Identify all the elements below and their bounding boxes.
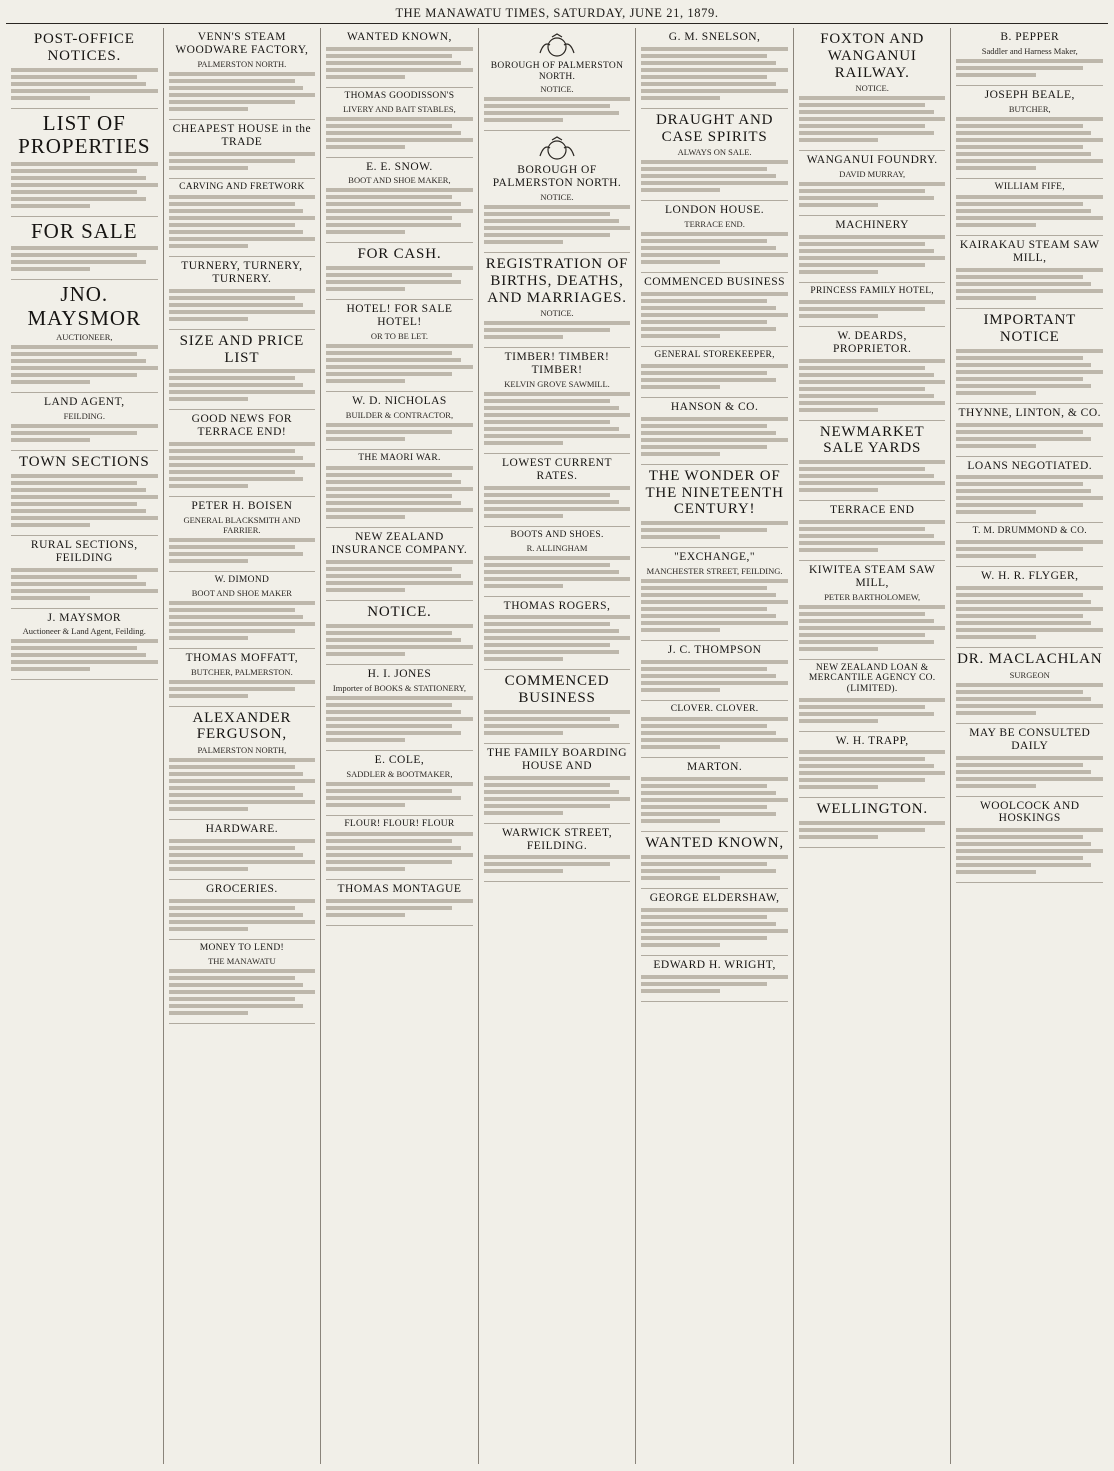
ad-heading: KAIRAKAU STEAM SAW MILL, [959,239,1100,265]
ad-heading: FOR CASH. [357,246,442,263]
illegible-body-text [11,162,158,208]
ad-heading: WILLIAM FIFE, [994,181,1065,192]
illegible-body-text [326,188,473,234]
advertisement [956,404,1103,457]
advertisement [326,300,473,392]
advertisement [799,501,946,561]
illegible-body-text [11,345,158,384]
ad-subheading: BOOT AND SHOE MAKER, [348,175,451,186]
ad-heading: KIWITEA STEAM SAW MILL, [808,563,936,589]
advertisement [169,572,316,649]
ad-heading: W. H. TRAPP, [835,734,909,747]
illegible-body-text [799,300,946,318]
ad-heading: "EXCHANGE," [674,551,756,564]
ad-heading: B. PEPPER [1000,31,1060,43]
column-2 [163,28,321,1464]
ad-heading: W. DEARDS, PROPRIETOR. [832,329,912,355]
ad-heading: W. D. NICHOLAS [352,394,447,407]
advertisement [484,348,631,454]
ad-subheading: MANCHESTER STREET, FEILDING. [646,565,783,576]
advertisement [484,253,631,348]
ad-heading: W. DIMOND [214,575,270,586]
illegible-body-text [641,579,788,632]
ad-heading: JOSEPH BEALE, [984,88,1075,101]
advertisement [799,216,946,283]
ad-heading: LAND AGENT, [43,396,125,409]
advertisement [641,701,788,759]
advertisement [326,816,473,881]
ad-heading: GEORGE ELDERSHAW, [649,892,780,905]
illegible-body-text [956,423,1103,448]
advertisement [956,86,1103,179]
ad-heading: GROCERIES. [205,883,278,896]
ad-heading: THE FAMILY BOARDING HOUSE AND [487,746,627,772]
illegible-body-text [641,47,788,100]
illegible-body-text [956,59,1103,77]
column-5 [635,28,793,1464]
advertisement [169,649,316,707]
illegible-body-text [326,560,473,592]
advertisement [11,393,158,451]
advertisement [484,744,631,824]
illegible-body-text [799,359,946,412]
illegible-body-text [11,246,158,271]
illegible-body-text [169,969,316,1015]
advertisement [11,451,158,536]
advertisement [956,28,1103,86]
ad-heading: MAY BE CONSULTED DAILY [969,726,1091,752]
advertisement [641,273,788,347]
ad-heading: WELLINGTON. [816,801,928,818]
illegible-body-text [956,586,1103,639]
ad-heading: BOROUGH OF PALMERSTON NORTH. [492,164,622,190]
illegible-body-text [326,423,473,441]
advertisement [169,707,316,821]
ad-heading: LIST OF PROPERTIES [18,110,151,159]
illegible-body-text [799,182,946,207]
advertisement [799,798,946,848]
advertisement [799,561,946,660]
advertisement [169,940,316,1024]
ad-subheading: LIVERY AND BAIT STABLES, [343,103,456,114]
illegible-body-text [326,832,473,871]
illegible-body-text [169,839,316,871]
ad-heading: LOANS NEGOTIATED. [967,459,1093,472]
illegible-body-text [799,520,946,552]
advertisement [326,243,473,300]
advertisement [11,28,158,109]
ad-heading: HANSON & CO. [670,400,759,413]
ad-heading: J. MAYSMOR [47,611,122,624]
illegible-body-text [956,195,1103,227]
ad-heading: WANTED KNOWN, [347,31,452,43]
illegible-body-text [169,601,316,640]
ad-heading: LONDON HOUSE. [665,204,765,217]
illegible-body-text [799,605,946,651]
illegible-body-text [799,750,946,789]
advertisement [326,158,473,244]
advertisement [641,398,788,465]
ad-heading: NEW ZEALAND INSURANCE COMPANY. [331,531,468,557]
ad-heading: TIMBER! TIMBER! TIMBER! [504,351,610,377]
advertisement [169,880,316,940]
advertisement [799,28,946,151]
illegible-body-text [484,97,631,122]
ad-heading: JNO. MAYSMOR [27,282,142,330]
column-3 [320,28,478,1464]
ad-subheading: BUTCHER, PALMERSTON. [190,666,293,677]
advertisement [11,609,158,681]
ad-heading: GENERAL STOREKEEPER, [654,350,775,361]
illegible-body-text [11,424,158,442]
ad-subheading: NOTICE. [540,192,574,202]
ad-heading: COMMENCED BUSINESS [504,673,610,707]
illegible-body-text [326,782,473,807]
illegible-body-text [326,624,473,656]
ad-heading: THYNNE, LINTON, & CO. [958,406,1102,419]
ad-subheading: BUILDER & CONTRACTOR, [345,409,454,420]
ad-heading: MARTON. [686,761,743,774]
ad-heading: REGISTRATION OF BIRTHS, DEATHS, AND MARRIAGES. [485,256,629,306]
ad-subheading: NOTICE. [855,83,889,94]
illegible-body-text [326,117,473,149]
illegible-body-text [641,417,788,456]
illegible-body-text [11,68,158,100]
illegible-body-text [169,72,316,111]
illegible-body-text [484,321,631,339]
ad-heading: E. COLE, [374,753,425,766]
ad-heading: SIZE AND PRICE LIST [179,332,305,366]
illegible-body-text [169,369,316,401]
ad-heading: W. H. R. FLYGER, [981,570,1079,583]
advertisement [484,597,631,671]
ad-heading: CARVING AND FRETWORK [179,181,305,192]
ad-subheading: BUTCHER, [1008,103,1051,114]
advertisement [956,179,1103,237]
illegible-body-text [484,615,631,661]
masthead: THE MANAWATU TIMES, SATURDAY, JUNE 21, 1879. [6,4,1108,24]
ad-subheading: FEILDING. [63,411,105,422]
ad-heading: GOOD NEWS FOR TERRACE END! [191,413,293,439]
illegible-body-text [956,828,1103,874]
ad-subheading: PALMERSTON NORTH, [197,745,287,756]
ad-heading: HARDWARE. [205,823,279,836]
ad-heading: WOOLCOCK AND HOSKINGS [979,799,1080,825]
advertisement [641,109,788,202]
advertisement [956,648,1103,724]
advertisement [799,732,946,799]
advertisement [326,751,473,816]
crest-icon [484,136,631,162]
ad-heading: COMMENCED BUSINESS [644,276,786,289]
illegible-body-text [169,899,316,931]
illegible-body-text [484,776,631,815]
illegible-body-text [956,268,1103,300]
ad-subheading: THE MANAWATU [208,955,276,966]
advertisement [11,280,158,393]
column-4 [478,28,636,1464]
ad-heading: MONEY TO LEND! [199,942,284,953]
advertisement [641,465,788,548]
ad-subheading: NOTICE. [540,308,574,319]
illegible-body-text [169,195,316,248]
ad-heading: T. M. DRUMMOND & CO. [972,526,1087,537]
advertisement [326,88,473,158]
advertisement [484,28,631,131]
advertisement [641,201,788,273]
illegible-body-text [169,289,316,321]
advertisement [956,523,1103,567]
illegible-body-text [484,855,631,873]
advertisement [326,450,473,529]
illegible-body-text [799,821,946,839]
ad-subheading: AUCTIONEER, [56,332,113,343]
ad-heading: TOWN SECTIONS [19,454,150,471]
illegible-body-text [484,205,631,244]
ad-heading: THOMAS MONTAGUE [337,883,462,896]
illegible-body-text [641,364,788,389]
ad-heading: G. M. SNELSON, [668,31,761,43]
ad-heading: FOR SALE [30,218,138,243]
advertisement [799,283,946,327]
advertisement [484,824,631,883]
ad-subheading: GENERAL BLACKSMITH AND FARRIER. [183,515,301,536]
illegible-body-text [326,899,473,917]
advertisement [641,347,788,398]
advertisement [956,236,1103,309]
illegible-body-text [326,466,473,519]
ad-heading: RURAL SECTIONS, FEILDING [30,538,138,564]
ad-heading: WARWICK STREET, FEILDING. [501,826,613,852]
illegible-body-text [799,96,946,142]
advertisement [799,421,946,502]
advertisement [956,567,1103,648]
advertisement [641,28,788,109]
illegible-body-text [169,442,316,488]
ad-heading: IMPORTANT NOTICE [983,312,1077,345]
advertisement [799,660,946,732]
illegible-body-text [641,292,788,338]
advertisement [169,820,316,880]
illegible-body-text [169,538,316,563]
illegible-body-text [956,349,1103,395]
illegible-body-text [956,117,1103,170]
advertisement [169,120,316,179]
illegible-body-text [169,152,316,170]
ad-heading: ALEXANDER FERGUSON, [192,709,292,743]
advertisement [326,392,473,450]
illegible-body-text [956,756,1103,788]
illegible-body-text [484,392,631,445]
ad-heading: MACHINERY [835,219,909,232]
ad-heading: CHEAPEST HOUSE in the TRADE [172,122,312,148]
illegible-body-text [799,698,946,723]
ad-subheading: BOOT AND SHOE MAKER [191,587,292,598]
advertisement [799,327,946,421]
advertisement [641,548,788,641]
ad-heading: PRINCESS FAMILY HOTEL, [810,286,934,297]
advertisement [11,109,158,217]
illegible-body-text [641,717,788,749]
illegible-body-text [956,475,1103,514]
ad-heading: TURNERY, TURNERY, TURNERY. [181,260,303,285]
ad-heading: CLOVER. CLOVER. [670,703,759,714]
advertisement [326,601,473,665]
illegible-body-text [641,855,788,880]
ad-subheading: SURGEON [1009,669,1050,680]
advertisement [484,527,631,597]
ad-heading: HOTEL! FOR SALE HOTEL! [346,303,453,329]
ad-heading: THE MAORI WAR. [358,452,441,463]
illegible-body-text [169,758,316,811]
ad-heading: J. C. THOMPSON [667,643,762,656]
ad-heading: E. E. SNOW. [366,160,433,173]
ad-heading: NEWMARKET SALE YARDS [819,423,925,457]
illegible-body-text [641,975,788,993]
illegible-body-text [11,639,158,671]
advertisement [326,665,473,751]
ad-subheading: R. ALLINGHAM [526,542,588,553]
ad-heading: THOMAS ROGERS, [503,599,611,612]
advertisement [956,309,1103,404]
ad-heading: BOROUGH OF PALMERSTON NORTH. [490,61,624,82]
ad-subheading: OR TO BE LET. [370,330,429,341]
illegible-body-text [799,235,946,274]
illegible-body-text [799,460,946,492]
column-1 [6,28,163,1464]
advertisement [799,151,946,216]
crest-icon [484,33,631,59]
ad-heading: DR. MACLACHLAN [957,650,1103,667]
advertisement [326,528,473,601]
advertisement [326,28,473,88]
ad-heading: WANTED KNOWN, [645,835,784,852]
ad-heading: NEW ZEALAND LOAN & MERCANTILE AGENCY CO. (LIMITED). [808,662,936,694]
illegible-body-text [326,266,473,291]
advertisement [169,497,316,572]
ad-heading: POST-OFFICE NOTICES. [33,31,135,64]
illegible-body-text [956,683,1103,715]
ad-heading: LOWEST CURRENT RATES. [502,457,612,483]
advertisement [11,536,158,609]
ad-subheading: DAVID MURRAY, [839,169,906,180]
illegible-body-text [326,344,473,383]
illegible-body-text [169,680,316,698]
advertisement [169,410,316,497]
illegible-body-text [11,474,158,527]
advertisement [484,131,631,253]
ad-heading: DRAUGHT AND CASE SPIRITS [655,111,774,145]
column-7 [950,28,1108,1464]
ad-heading: FLOUR! FLOUR! FLOUR [344,818,455,829]
ad-heading: PETER H. BOISEN [191,500,293,513]
illegible-body-text [326,696,473,742]
advertisement [641,956,788,1002]
advertisement [169,330,316,411]
ad-subheading: Importer of BOOKS & STATIONERY, [332,682,466,693]
advertisement [11,217,158,281]
column-6 [793,28,951,1464]
illegible-body-text [484,710,631,735]
advertisement [484,454,631,527]
ad-heading: WANGANUI FOUNDRY. [806,154,938,167]
advertisement [169,257,316,330]
ad-subheading: PALMERSTON NORTH. [197,58,287,69]
ad-subheading: KELVIN GROVE SAWMILL. [504,379,610,390]
ad-heading: VENN'S STEAM WOODWARE FACTORY, [175,31,309,56]
illegible-body-text [326,47,473,79]
advertisement [169,179,316,258]
ad-subheading: ALWAYS ON SALE. [677,147,752,158]
ad-subheading: Saddler and Harness Maker, [981,45,1078,56]
illegible-body-text [11,568,158,600]
advertisement [956,457,1103,524]
illegible-body-text [484,486,631,518]
illegible-body-text [956,540,1103,558]
illegible-body-text [641,521,788,539]
advertisement [169,28,316,120]
ad-heading: THOMAS GOODISSON'S [344,90,455,101]
advertisement [641,832,788,889]
ad-heading: NOTICE. [367,604,432,621]
ad-heading: H. I. JONES [367,667,432,680]
ad-subheading: NOTICE. [540,84,574,95]
ad-heading: THOMAS MOFFATT, [185,651,299,664]
advertisement [326,880,473,926]
ad-subheading: PETER BARTHOLOMEW, [824,591,921,602]
columns [6,28,1108,1464]
illegible-body-text [641,908,788,947]
illegible-body-text [641,160,788,192]
ad-subheading: Auctioneer & Land Agent, Feilding. [22,626,146,637]
advertisement [641,758,788,832]
ad-subheading: SADDLER & BOOTMAKER, [346,768,453,779]
ad-heading: THE WONDER OF THE NINETEENTH CENTURY! [645,467,784,518]
advertisement [484,670,631,744]
advertisement [956,724,1103,797]
advertisement [641,889,788,956]
ad-heading: FOXTON AND WANGANUI RAILWAY. [820,31,925,81]
illegible-body-text [641,660,788,692]
advertisement [956,797,1103,884]
ad-heading: BOOTS AND SHOES. [510,529,604,540]
ad-heading: TERRACE END [829,504,915,517]
illegible-body-text [641,777,788,823]
ad-heading: EDWARD H. WRIGHT, [653,959,776,972]
illegible-body-text [484,556,631,588]
ad-subheading: TERRACE END. [684,219,745,230]
illegible-body-text [641,232,788,264]
advertisement [641,641,788,701]
